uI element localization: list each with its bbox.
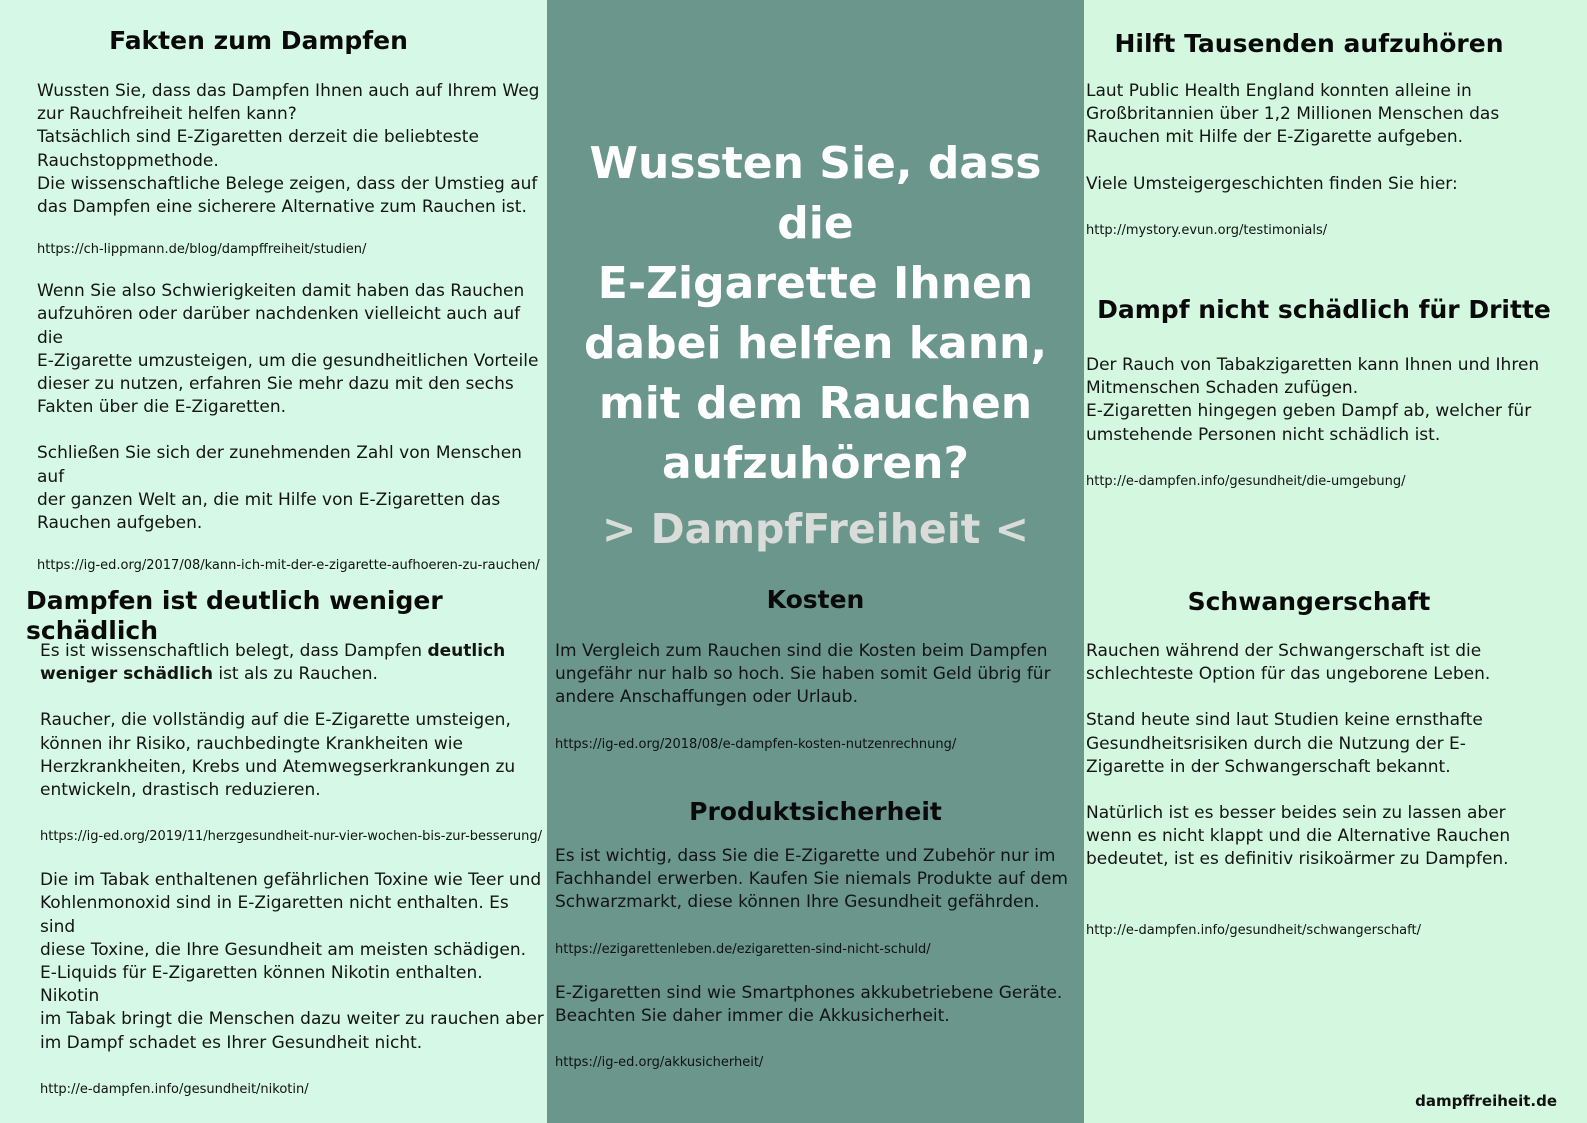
harm-section [26, 586, 543, 646]
safety-body [555, 845, 1082, 1072]
facts-paragraph-3: Schließen Sie sich der zunehmenden Zahl von Menschen auf der ganzen Welt an, die mit Hilfe von E-Zigaretten das Rauchen aufgeben. [37, 443, 522, 534]
harm-paragraph-2: Raucher, die vollständig auf die E-Zigarette umsteigen, können ihr Risiko, rauchbedingte Krankheiten wie Herzkrankheiten, Krebs und Atemwegserkrankungen zu entwickeln, drastisch reduzieren. [40, 710, 516, 801]
facts-paragraph-2: Wenn Sie also Schwierigkeiten damit haben das Rauchen aufzuhören oder darüber nachdenken vielleicht auch auf die E-Zigarette umzusteigen, um die gesundheitlichen Vorteile dieser zu nutzen, erfahren Sie mehr dazu mit den sechs Fakten über die E-Zigaretten. [37, 281, 539, 418]
main-headline: Wussten Sie, dass die E-Zigarette Ihnen dabei helfen kann, mit dem Rauchen aufzuhören? [583, 138, 1048, 489]
facts-title: Fakten zum Dampfen [109, 26, 408, 55]
vapor-title: Dampf nicht schädlich für Dritte [1097, 295, 1551, 324]
vapor-text: Der Rauch von Tabakzigaretten kann Ihnen und Ihren Mitmenschen Schaden zufügen. E-Zigaretten hingegen geben Dampf ab, welcher für umstehende Personen nicht schädlich ist. [1086, 355, 1540, 445]
facts-section [0, 26, 517, 56]
helps-body [1086, 80, 1581, 240]
vapor-link[interactable]: http://e-dampfen.info/gesundheit/die-umgebung/ [1086, 473, 1406, 489]
vapor-section [1084, 295, 1564, 325]
facts-intro: Wussten Sie, dass das Dampfen Ihnen auch auf Ihrem Weg zur Rauchfreiheit helfen kann? Tatsächlich sind E-Zigaretten derzeit die beliebteste Rauchstoppmethode. Die wissenschaftliche Belege zeigen, dass der Umstieg auf das Dampfen eine sicherere Alternative zum Rauchen ist. [37, 81, 540, 218]
pregnancy-section [1084, 587, 1534, 617]
safety-link-2[interactable]: https://ig-ed.org/akkusicherheit/ [555, 1055, 764, 1071]
facts-body [37, 80, 542, 575]
harm-link-2[interactable]: http://e-dampfen.info/gesundheit/nikotin/ [40, 1081, 309, 1097]
helps-section [1084, 29, 1534, 59]
safety-link-1[interactable]: https://ezigarettenleben.de/ezigaretten-sind-nicht-schuld/ [555, 941, 931, 957]
pregnancy-paragraph-3: Natürlich ist es besser beides sein zu lassen aber wenn es nicht klappt und die Alternative Rauchen bedeutet, ist es definitiv risikoärmer zu Dampfen. [1086, 803, 1511, 870]
middle-column [547, 0, 1084, 1123]
left-column [0, 0, 547, 1123]
safety-section [547, 797, 1084, 827]
pregnancy-paragraph-2: Stand heute sind laut Studien keine ernsthafte Gesundheitsrisiken durch die Nutzung der E- Zigarette in der Schwangerschaft bekannt. [1086, 710, 1483, 777]
harm-paragraph-1: Es ist wissenschaftlich belegt, dass Dampfen deutlich weniger schädlich ist als zu Rauchen. [40, 641, 506, 685]
brand-name: > DampfFreiheit < [602, 505, 1029, 553]
footer-website[interactable]: dampffreiheit.de [1415, 1092, 1557, 1110]
costs-text: Im Vergleich zum Rauchen sind die Kosten beim Dampfen ungefähr nur halb so hoch. Sie haben somit Geld übrig für andere Anschaffungen oder Urlaub. [555, 641, 1051, 708]
costs-section [547, 585, 1084, 615]
harm-title: Dampfen ist deutlich weniger schädlich [26, 586, 443, 645]
right-column [1084, 0, 1587, 1123]
helps-paragraph-2: Viele Umsteigergeschichten finden Sie hier: [1086, 173, 1458, 194]
harm-link-1[interactable]: https://ig-ed.org/2019/11/herzgesundheit-nur-vier-wochen-bis-zur-besserung/ [40, 829, 543, 845]
facts-link-1[interactable]: https://ch-lippmann.de/blog/dampffreiheit/studien/ [37, 242, 367, 258]
safety-paragraph-2: E-Zigaretten sind wie Smartphones akkubetriebene Geräte. Beachten Sie daher immer die Akkusicherheit. [555, 982, 1063, 1026]
pregnancy-body [1086, 640, 1581, 940]
costs-body [555, 640, 1080, 754]
safety-title: Produktsicherheit [689, 797, 942, 826]
facts-link-2[interactable]: https://ig-ed.org/2017/08/kann-ich-mit-der-e-zigarette-aufhoeren-zu-rauchen/ [37, 558, 540, 574]
costs-title: Kosten [766, 585, 865, 614]
vapor-body [1086, 354, 1581, 491]
pregnancy-link[interactable]: http://e-dampfen.info/gesundheit/schwangerschaft/ [1086, 922, 1421, 938]
costs-link[interactable]: https://ig-ed.org/2018/08/e-dampfen-kosten-nutzenrechnung/ [555, 736, 957, 752]
pregnancy-title: Schwangerschaft [1187, 587, 1431, 616]
harm-paragraph-3: Die im Tabak enthaltenen gefährlichen Toxine wie Teer und Kohlenmonoxid sind in E-Zigaretten nicht enthalten. Es sind diese Toxine, die Ihre Gesundheit am meisten schädigen. E-Liquids für E-Zigaretten können Nikotin enthalten. Nikotin im Tabak bringt die Menschen dazu weiter zu rauchen aber im Dampf schadet es Ihrer Gesundheit nicht. [40, 870, 544, 1053]
helps-text: Laut Public Health England konnten alleine in Großbritannien über 1,2 Millionen Menschen das Rauchen mit Hilfe der E-Zigarette aufgeben. [1086, 81, 1500, 148]
pregnancy-paragraph-1: Rauchen während der Schwangerschaft ist die schlechteste Option für das ungeborene Leben. [1086, 641, 1491, 685]
helps-link[interactable]: http://mystory.evun.org/testimonials/ [1086, 222, 1328, 238]
harm-body [40, 640, 545, 1099]
helps-title: Hilft Tausenden aufzuhören [1114, 29, 1504, 58]
safety-text: Es ist wichtig, dass Sie die E-Zigarette und Zubehör nur im Fachhandel erwerben. Kaufen Sie niemals Produkte auf dem Schwarzmarkt, diese können Ihre Gesundheit gefährden. [555, 846, 1068, 913]
